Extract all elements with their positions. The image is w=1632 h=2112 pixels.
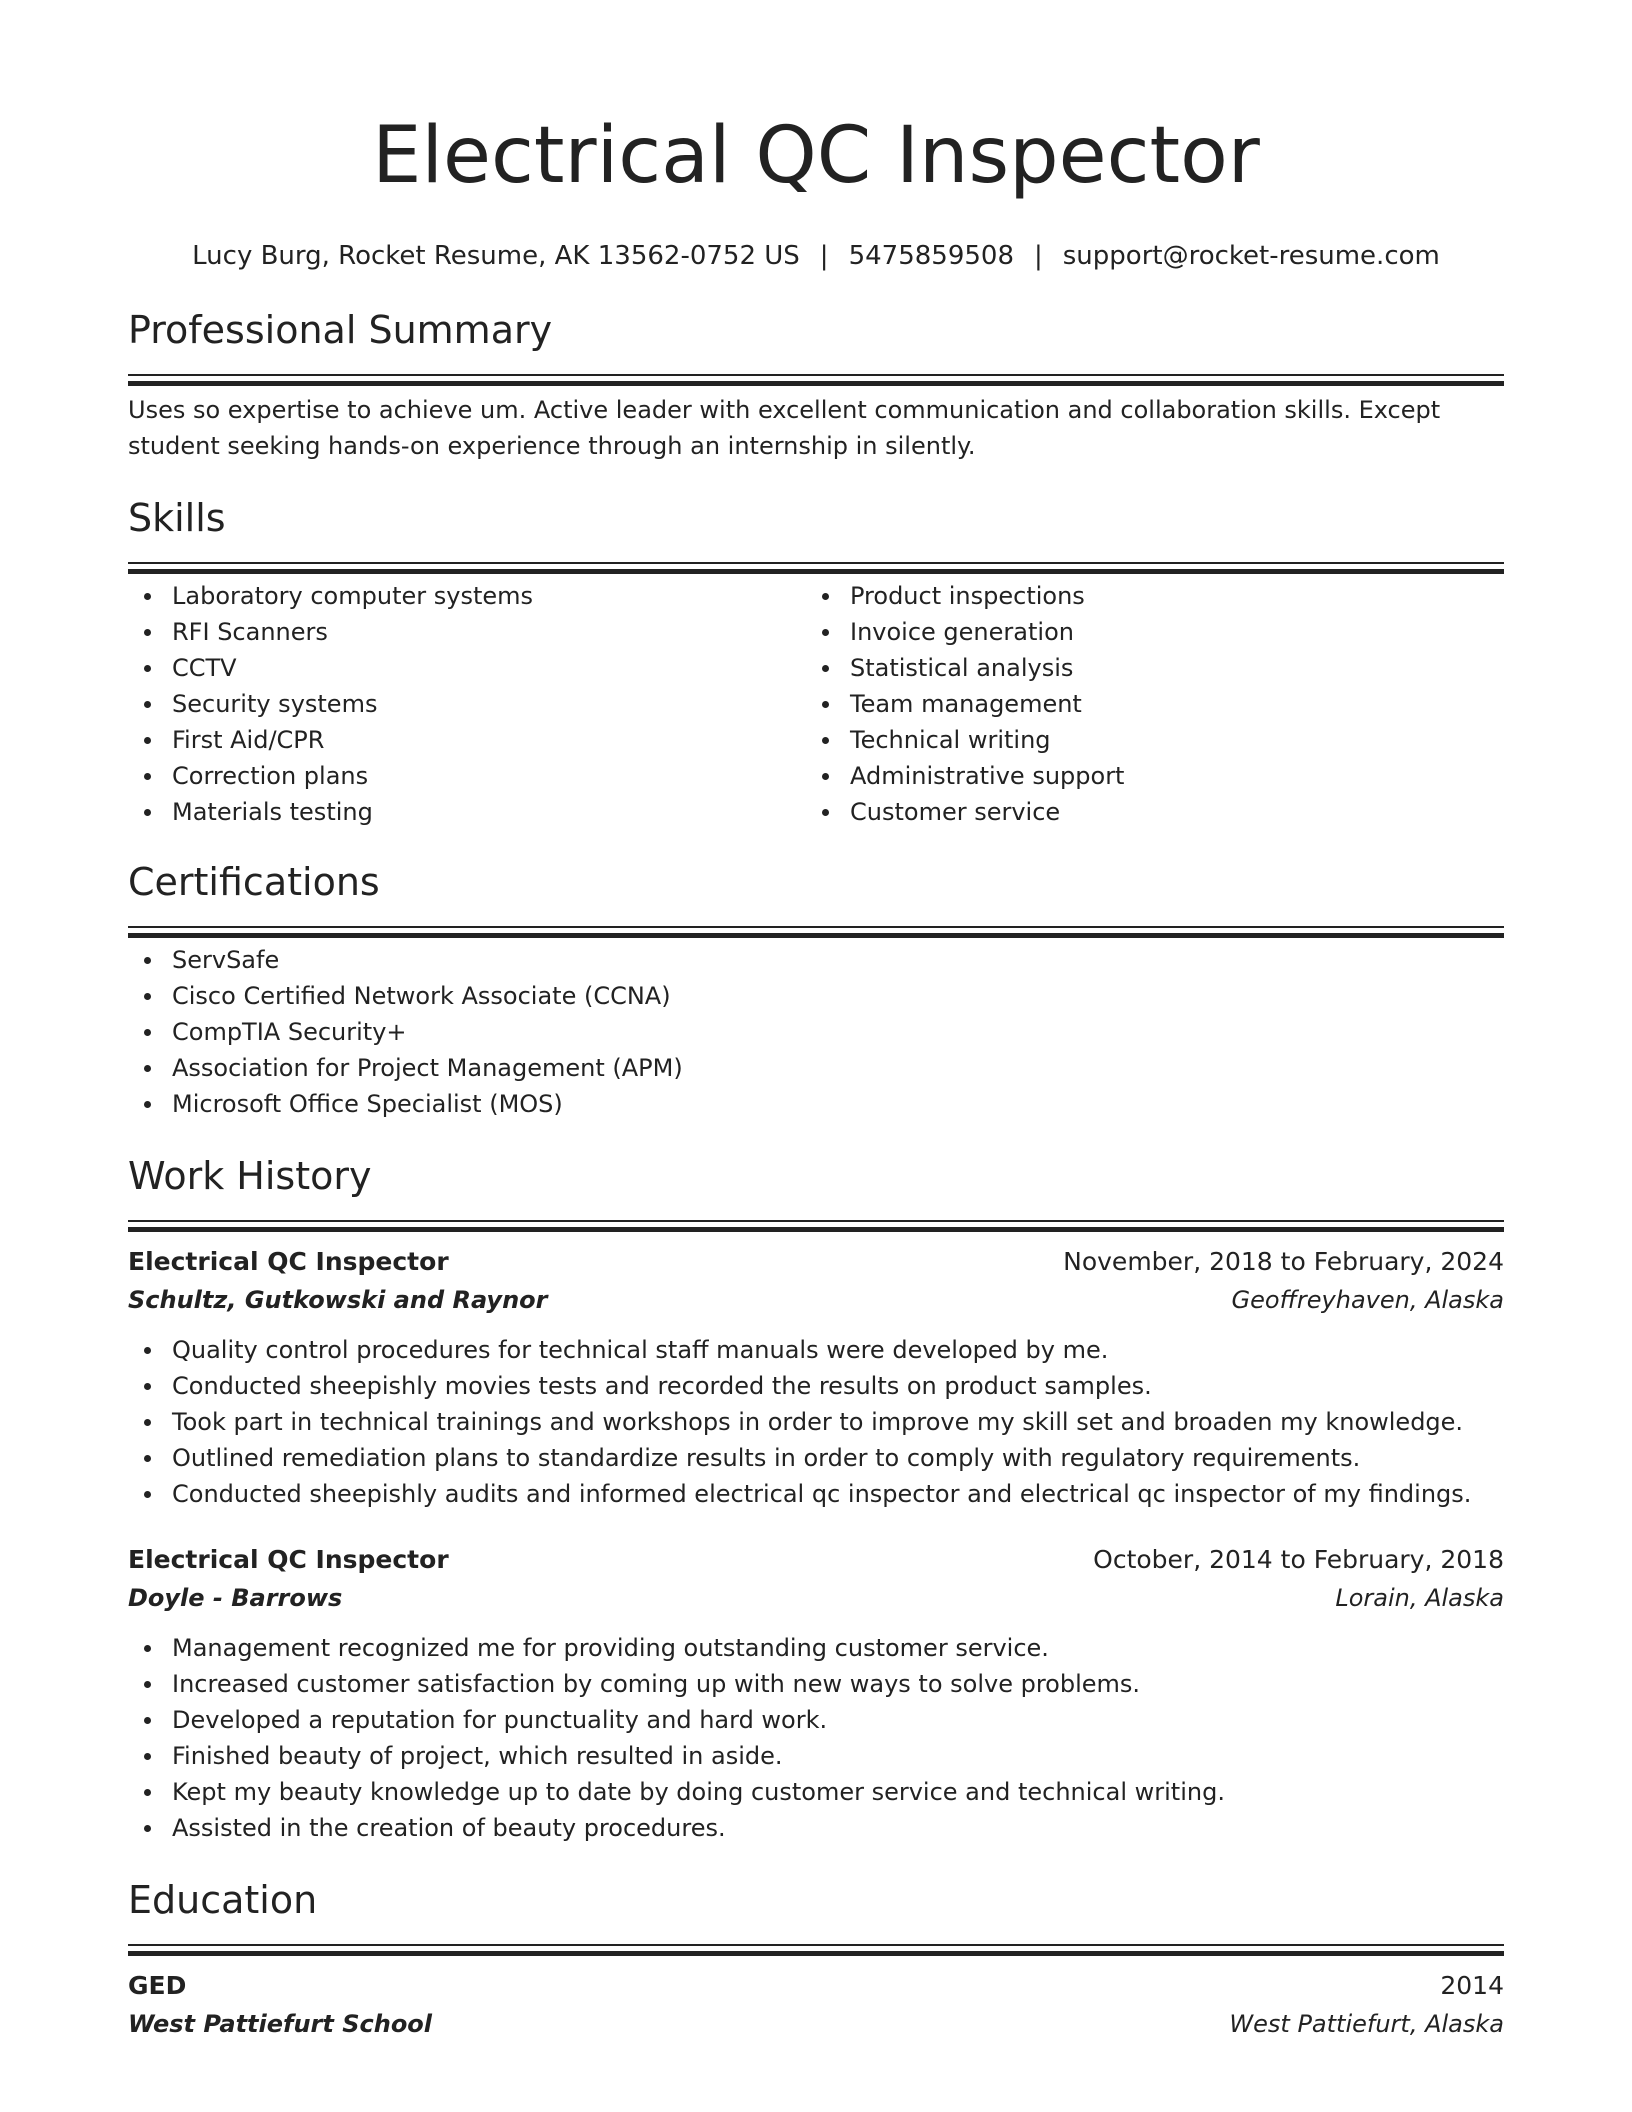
- skill-item: Administrative support: [806, 758, 1484, 794]
- skill-item: Statistical analysis: [806, 650, 1484, 686]
- section-heading: Skills: [128, 496, 226, 540]
- contact-line: [128, 238, 1504, 274]
- skill-item: Laboratory computer systems: [128, 578, 806, 614]
- contact-email: support@rocket-resume.com: [1062, 241, 1440, 271]
- job-bullets: [128, 1332, 1504, 1512]
- skill-item: RFI Scanners: [128, 614, 806, 650]
- certifications-list: [128, 942, 1504, 1122]
- education-entry: [128, 1966, 1504, 2042]
- section-heading: Certifications: [128, 860, 380, 904]
- education-section: [128, 1876, 1504, 2042]
- contact-separator: |: [819, 241, 829, 271]
- job-bullet: Conducted sheepishly movies tests and recorded the results on product samples.: [128, 1368, 1504, 1404]
- job-title: Electrical QC Inspector: [128, 1545, 449, 1574]
- section-heading: Education: [128, 1878, 318, 1922]
- skills-list-left: [128, 578, 806, 830]
- section-divider: [128, 374, 1504, 388]
- skills-list-right: [806, 578, 1484, 830]
- education-year: 2014: [1440, 1971, 1504, 2000]
- certification-item: Cisco Certified Network Associate (CCNA): [128, 978, 1504, 1014]
- job-entry: [128, 1242, 1504, 1512]
- certification-item: ServSafe: [128, 942, 1504, 978]
- job-bullet: Outlined remediation plans to standardize results in order to comply with regulatory requirements.: [128, 1440, 1504, 1476]
- job-title: Electrical QC Inspector: [128, 1247, 449, 1276]
- section-heading: Professional Summary: [128, 308, 553, 352]
- skill-item: First Aid/CPR: [128, 722, 806, 758]
- job-dates: November, 2018 to February, 2024: [1063, 1247, 1504, 1276]
- job-bullet: Took part in technical trainings and workshops in order to improve my skill set and broaden my knowledge.: [128, 1404, 1504, 1440]
- contact-address: Lucy Burg, Rocket Resume, AK 13562-0752 US: [192, 241, 800, 271]
- education-degree: GED: [128, 1971, 187, 2000]
- summary-text: Uses so expertise to achieve um. Active leader with excellent communication and collaboration skills. Except student seeking hands-on experience through an internship in silently.: [128, 396, 1441, 460]
- job-company: Schultz, Gutkowski and Raynor: [128, 1286, 548, 1314]
- skill-item: Correction plans: [128, 758, 806, 794]
- work-history-section: [128, 1152, 1504, 1846]
- resume-title: Electrical QC Inspector: [372, 111, 1260, 201]
- skill-item: CCTV: [128, 650, 806, 686]
- job-header: [128, 1242, 1504, 1282]
- skills-grid: [128, 576, 1504, 830]
- certification-item: CompTIA Security+: [128, 1014, 1504, 1050]
- job-dates: October, 2014 to February, 2018: [1093, 1545, 1504, 1574]
- job-subheader: [128, 1580, 1504, 1616]
- job-bullet: Management recognized me for providing outstanding customer service.: [128, 1630, 1504, 1666]
- skill-item: Technical writing: [806, 722, 1484, 758]
- job-entry: [128, 1540, 1504, 1846]
- skill-item: Customer service: [806, 794, 1484, 830]
- certifications-section: [128, 858, 1504, 1122]
- skill-item: Invoice generation: [806, 614, 1484, 650]
- job-bullet: Kept my beauty knowledge up to date by doing customer service and technical writing.: [128, 1774, 1504, 1810]
- job-subheader: [128, 1282, 1504, 1318]
- job-bullet: Developed a reputation for punctuality and hard work.: [128, 1702, 1504, 1738]
- section-divider: [128, 1944, 1504, 1958]
- job-header: [128, 1540, 1504, 1580]
- job-company: Doyle - Barrows: [128, 1584, 343, 1612]
- contact-phone: 5475859508: [848, 241, 1014, 271]
- section-heading: Work History: [128, 1154, 372, 1198]
- section-divider: [128, 562, 1504, 576]
- education-header: [128, 1966, 1504, 2006]
- education-school: West Pattiefurt School: [128, 2010, 433, 2038]
- job-location: Lorain, Alaska: [1335, 1584, 1504, 1612]
- job-location: Geoffreyhaven, Alaska: [1231, 1286, 1504, 1314]
- contact-separator: |: [1033, 241, 1043, 271]
- section-divider: [128, 1220, 1504, 1234]
- education-location: West Pattiefurt, Alaska: [1229, 2010, 1504, 2038]
- certification-item: Microsoft Office Specialist (MOS): [128, 1086, 1504, 1122]
- skill-item: Materials testing: [128, 794, 806, 830]
- education-subheader: [128, 2006, 1504, 2042]
- summary-section: [128, 306, 1504, 464]
- section-divider: [128, 926, 1504, 940]
- job-bullet: Increased customer satisfaction by coming up with new ways to solve problems.: [128, 1666, 1504, 1702]
- skill-item: Product inspections: [806, 578, 1484, 614]
- job-bullet: Assisted in the creation of beauty procedures.: [128, 1810, 1504, 1846]
- job-bullet: Conducted sheepishly audits and informed electrical qc inspector and electrical qc inspector of my findings.: [128, 1476, 1504, 1512]
- job-bullet: Quality control procedures for technical staff manuals were developed by me.: [128, 1332, 1504, 1368]
- job-bullet: Finished beauty of project, which resulted in aside.: [128, 1738, 1504, 1774]
- certification-item: Association for Project Management (APM): [128, 1050, 1504, 1086]
- job-bullets: [128, 1630, 1504, 1846]
- skill-item: Team management: [806, 686, 1484, 722]
- skills-section: [128, 494, 1504, 830]
- skill-item: Security systems: [128, 686, 806, 722]
- resume-page: [128, 110, 1504, 2042]
